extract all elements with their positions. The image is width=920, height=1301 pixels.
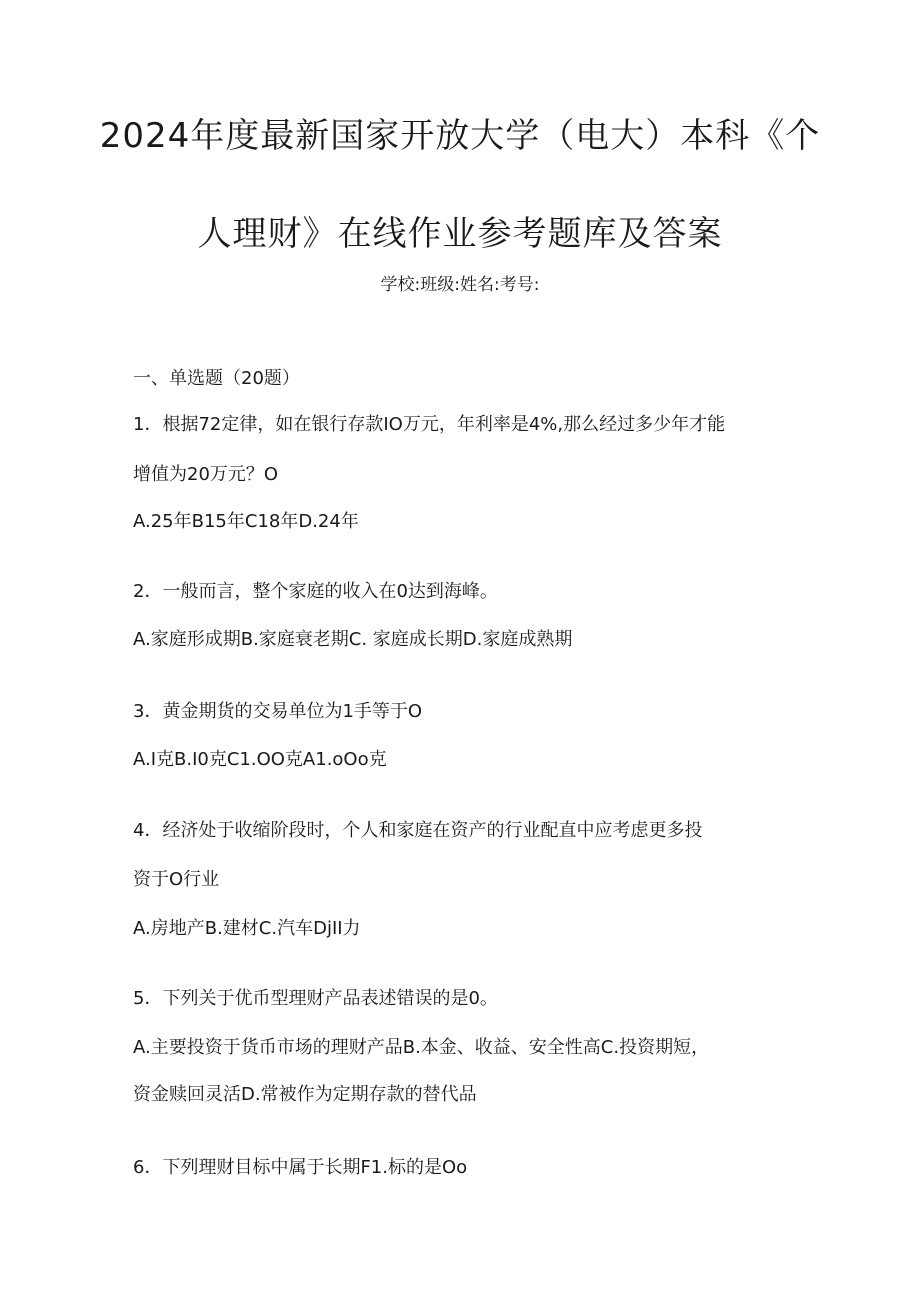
document-subtitle: 学校:班级:姓名:考号: [380,275,540,295]
section-heading: 一、单选题（20题） [133,368,300,389]
question-3-stem: 3．黄金期货的交易单位为1手等于O [133,701,423,722]
question-2-options: A.家庭形成期B.家庭衰老期C. 家庭成长期D.家庭成熟期 [133,629,573,650]
question-1-options: A.25年B15年C18年D.24年 [133,511,359,532]
question-4-stem-line-1: 4．经济处于收缩阶段时，个人和家庭在资产的行业配直中应考虑更多投 [133,820,703,841]
question-3-options: A.I克B.I0克C1.OO克A1.oOo克 [133,749,387,770]
question-4-options: A.房地产B.建材C.汽车DjII力 [133,918,361,939]
question-5-options-line-1: A.主要投资于货币市场的理财产品B.本金、收益、安全性高C.投资期短， [133,1037,710,1058]
question-6-stem: 6．下列理财目标中属于长期F1.标的是Oo [133,1157,468,1178]
question-2-stem: 2．一般而言，整个家庭的收入在0达到海峰。 [133,581,498,602]
question-4-stem-line-2: 资于O行业 [133,869,220,890]
document-title-line-2: 人理财》在线作业参考题库及答案 [197,214,723,254]
document-title-line-1: 2024年度最新国家开放大学（电大）本科《个 [99,116,821,156]
question-5-options-line-2: 资金赎回灵活D.常被作为定期存款的替代品 [133,1084,477,1105]
question-5-stem: 5．下列关于优币型理财产品表述错误的是0。 [133,988,498,1009]
question-1-stem-line-1: 1．根据72定律，如在银行存款IO万元，年利率是4%,那么经过多少年才能 [133,414,726,435]
question-1-stem-line-2: 增值为20万元？O [133,464,279,485]
